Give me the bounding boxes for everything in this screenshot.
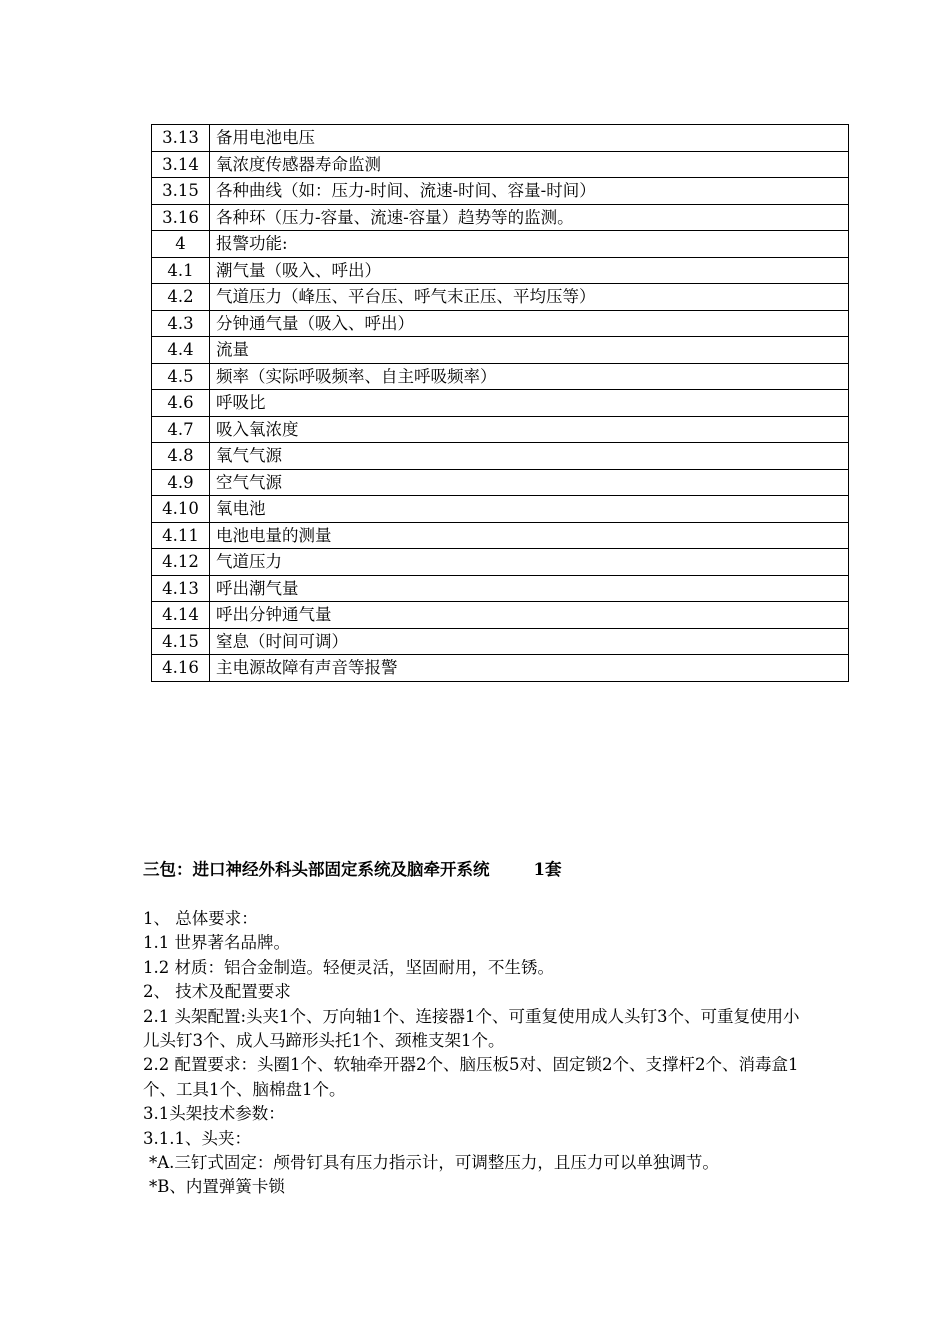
row-number: 4.14: [152, 602, 210, 629]
row-text: 潮气量（吸入、呼出）: [210, 257, 849, 284]
row-text: 各种曲线（如：压力-时间、流速-时间、容量-时间）: [210, 178, 849, 205]
row-text: 主电源故障有声音等报警: [210, 655, 849, 682]
row-text: 报警功能:: [210, 231, 849, 258]
row-number: 4.16: [152, 655, 210, 682]
row-text: 频率（实际呼吸频率、自主呼吸频率）: [210, 363, 849, 390]
row-text: 气道压力: [210, 549, 849, 576]
table-row: [152, 522, 849, 549]
table-row: [152, 204, 849, 231]
table-row: [152, 310, 849, 337]
paragraph-head-clamp: 3.1.1、头夹：: [143, 1128, 251, 1148]
table-row: [152, 390, 849, 417]
row-number: 4.13: [152, 575, 210, 602]
paragraph-brand: 1.1 世界著名品牌。: [143, 933, 290, 953]
row-text: 气道压力（峰压、平台压、呼气末正压、平均压等）: [210, 284, 849, 311]
row-number: 3.16: [152, 204, 210, 231]
section-quantity: 1套: [533, 860, 562, 879]
row-number: 3.13: [152, 125, 210, 152]
row-text: 电池电量的测量: [210, 522, 849, 549]
row-number: 4.7: [152, 416, 210, 443]
row-text: 空气气源: [210, 469, 849, 496]
row-text: 备用电池电压: [210, 125, 849, 152]
row-text: 分钟通气量（吸入、呼出）: [210, 310, 849, 337]
row-number: 4.1: [152, 257, 210, 284]
table-row: [152, 655, 849, 682]
table-row: [152, 549, 849, 576]
table-row: [152, 602, 849, 629]
row-text: 呼吸比: [210, 390, 849, 417]
table-row: [152, 125, 849, 152]
table-row: [152, 496, 849, 523]
table-row: [152, 575, 849, 602]
row-number: 4.10: [152, 496, 210, 523]
paragraph-tech-config: 2、 技术及配置要求: [143, 982, 291, 1002]
paragraph-headframe-config: 2.1 头架配置:头夹1个、万向轴1个、连接器1个、可重复使用成人头钉3个、可重复使用小儿头钉3个、成人马蹄形头托1个、颈椎支架1个。: [143, 1006, 800, 1051]
table-row: [152, 151, 849, 178]
requirements-text: [143, 907, 813, 1200]
table-row: [152, 416, 849, 443]
table-row: [152, 231, 849, 258]
row-text: 氧气气源: [210, 443, 849, 470]
table-row: [152, 257, 849, 284]
row-number: 4.11: [152, 522, 210, 549]
paragraph-item-b: *B、内置弹簧卡锁: [149, 1177, 285, 1197]
row-number: 4.5: [152, 363, 210, 390]
row-text: 呼出分钟通气量: [210, 602, 849, 629]
row-text: 氧电池: [210, 496, 849, 523]
row-number: 4.6: [152, 390, 210, 417]
row-text: 呼出潮气量: [210, 575, 849, 602]
row-text: 吸入氧浓度: [210, 416, 849, 443]
section-title-text: 三包：进口神经外科头部固定系统及脑牵开系统: [143, 860, 490, 879]
row-number: 4.2: [152, 284, 210, 311]
row-text: 氧浓度传感器寿命监测: [210, 151, 849, 178]
table-row: [152, 443, 849, 470]
row-number: 4.12: [152, 549, 210, 576]
row-number: 3.15: [152, 178, 210, 205]
table-row: [152, 628, 849, 655]
paragraph-headframe-params: 3.1头架技术参数：: [143, 1104, 285, 1124]
row-number: 4: [152, 231, 210, 258]
table-row: [152, 363, 849, 390]
row-number: 3.14: [152, 151, 210, 178]
paragraph-item-a: *A.三钉式固定：颅骨钉具有压力指示计，可调整压力，且压力可以单独调节。: [149, 1153, 719, 1173]
row-text: 窒息（时间可调）: [210, 628, 849, 655]
paragraph-config-requirements: 2.2 配置要求：头圈1个、软轴牵开器2个、脑压板5对、固定锁2个、支撑杆2个、消毒盒1个、工具1个、脑棉盘1个。: [143, 1055, 799, 1099]
row-number: 4.15: [152, 628, 210, 655]
table-row: [152, 337, 849, 364]
spec-table-body: [152, 125, 849, 682]
row-number: 4.4: [152, 337, 210, 364]
section-title: [143, 858, 561, 882]
table-row: [152, 469, 849, 496]
row-text: 流量: [210, 337, 849, 364]
row-number: 4.9: [152, 469, 210, 496]
paragraph-material: 1.2 材质：铝合金制造。轻便灵活，坚固耐用，不生锈。: [143, 957, 554, 977]
table-row: [152, 284, 849, 311]
spec-table: [151, 124, 849, 682]
row-number: 4.3: [152, 310, 210, 337]
row-number: 4.8: [152, 443, 210, 470]
table-row: [152, 178, 849, 205]
row-text: 各种环（压力-容量、流速-容量）趋势等的监测。: [210, 204, 849, 231]
paragraph-general-requirements: 1、 总体要求：: [143, 909, 258, 928]
